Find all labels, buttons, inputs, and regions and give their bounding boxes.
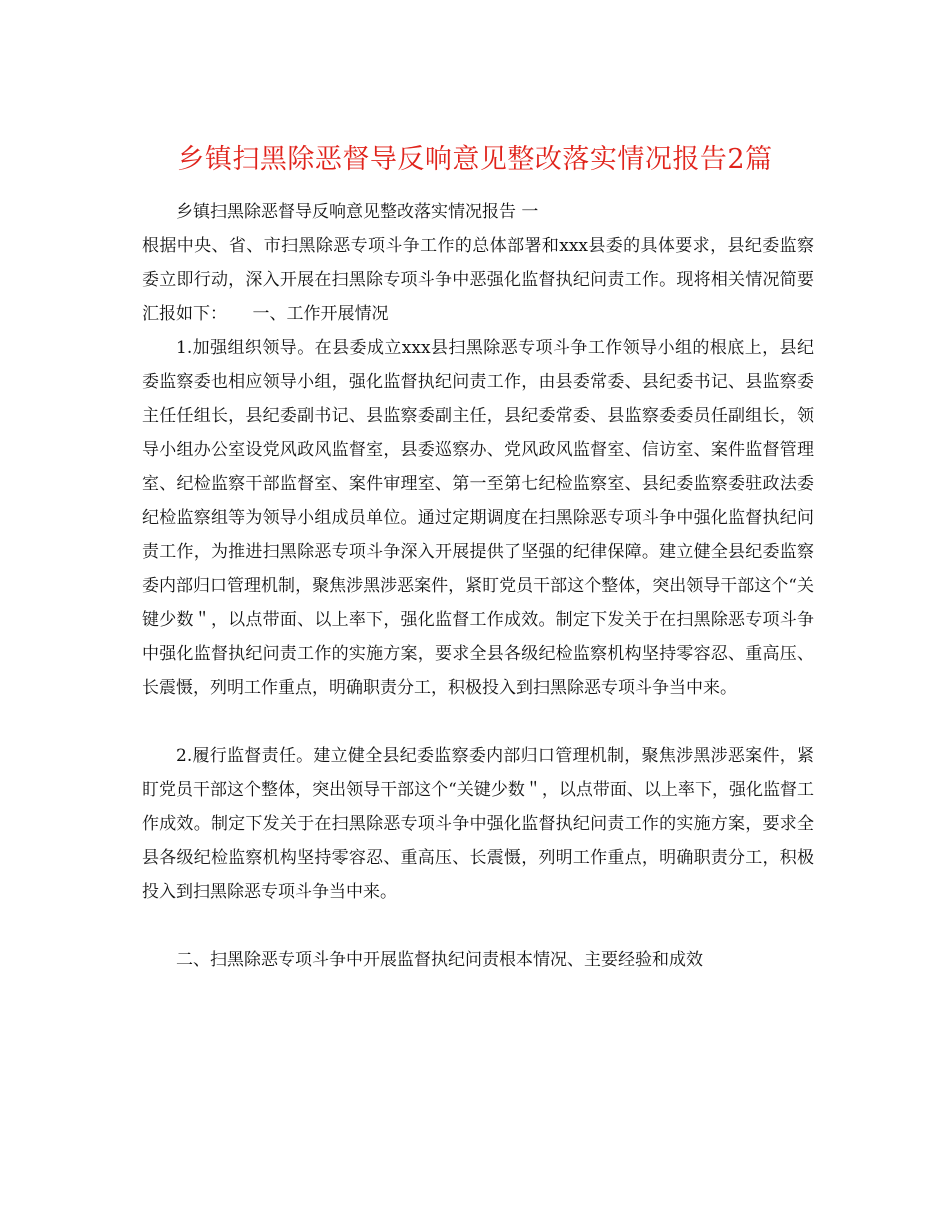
document-body (142, 195, 814, 977)
paragraph-organization-leadership: 1.加强组织领导。在县委成立xxx县扫黑除恶专项斗争工作领导小组的根底上，县纪委监察委也相应领导小组，强化监督执纪问责工作，由县委常委、县纪委书记、县监察委主任任组长，县纪委副书记、县监察委副主任，县纪委常委、县监察委委员任副组长，领导小组办公室设党风政风监督室，县委巡察办、党风政风监督室、信访室、案件监督管理室、纪检监察干部监督室、案件审理室、第一至第七纪检监察室、县纪委监察委驻政法委纪检监察组等为领导小组成员单位。通过定期调度在扫黑除恶专项斗争中强化监督执纪问责工作，为推进扫黑除恶专项斗争深入开展提供了坚强的纪律保障。建立健全县纪委监察委内部归口管理机制，聚焦涉黑涉恶案件，紧盯党员干部这个整体，突出领导干部这个“关键少数＂，以点带面、以上率下，强化监督工作成效。制定下发关于在扫黑除恶专项斗争中强化监督执纪问责工作的实施方案，要求全县各级纪检监察机构坚持零容忍、重高压、长震慑，列明工作重点，明确职责分工，积极投入到扫黑除恶专项斗争当中来。 (142, 338, 814, 698)
intro-paragraph: 根据中央、省、市扫黑除恶专项斗争工作的总体部署和xxx县委的具体要求，县纪委监察委立即行动，深入开展在扫黑除专项斗争中恶强化监督执纪问责工作。现将相关情况简要汇报如下： 一、工作开展情况 (142, 236, 814, 324)
document-title: 乡镇扫黑除恶督导反响意见整改落实情况报告2篇 (177, 144, 773, 175)
paragraph-supervision-responsibility: 2.履行监督责任。建立健全县纪委监察委内部归口管理机制，聚焦涉黑涉恶案件，紧盯党员干部这个整体，突出领导干部这个“关键少数＂，以点带面、以上率下，强化监督工作成效。制定下发关于在扫黑除恶专项斗争中强化监督执纪问责工作的实施方案，要求全县各级纪检监察机构坚持零容忍、重高压、长震慑，列明工作重点，明确职责分工，积极投入到扫黑除恶专项斗争当中来。 (142, 746, 814, 902)
section-heading-two: 二、扫黑除恶专项斗争中开展监督执纪问责根本情况、主要经验和成效 (176, 950, 703, 970)
section-heading-one: 乡镇扫黑除恶督导反响意见整改落实情况报告 一 (176, 202, 539, 222)
